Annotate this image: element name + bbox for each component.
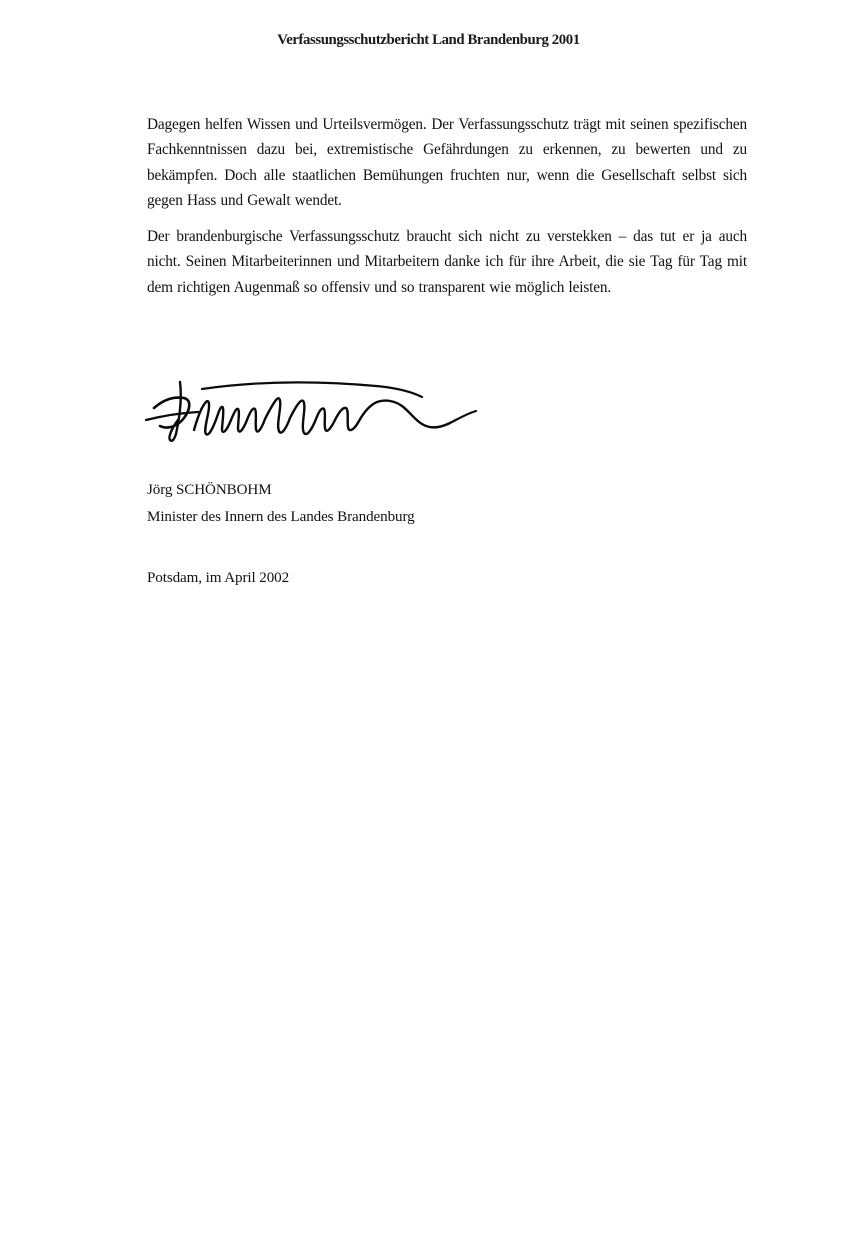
signer-title: Minister des Innern des Landes Brandenburg xyxy=(147,509,415,525)
signature-image xyxy=(140,368,560,463)
place-and-date: Potsdam, im April 2002 xyxy=(147,570,290,586)
paragraph: Dagegen helfen Wissen und Urteilsvermögen. Der Verfassungsschutz trägt mit seinen spezifischen Fachkenntnissen dazu bei, extremistische Gefährdungen zu erkennen, zu bewerten und zu bekämpfen. Doch alle staatlichen Bemühungen fruchten nur, wenn die Gesellschaft selbst sich gegen Hass und Gewalt wendet. xyxy=(147,116,747,209)
signer-name: Jörg SCHÖNBOHM xyxy=(147,482,272,498)
paragraph: Der brandenburgische Verfassungsschutz braucht sich nicht zu verstekken – das tut er ja auch nicht. Seinen Mitarbeiterinnen und Mitarbeitern danke ich für ihre Arbeit, die sie Tag für Tag mit dem richtigen Augenmaß so offensiv und so transparent wie möglich leisten. xyxy=(147,228,747,296)
body-text-block xyxy=(147,112,747,300)
handwritten-signature-icon xyxy=(140,368,560,463)
signer-block xyxy=(147,477,747,531)
page-running-head: Verfassungsschutzbericht Land Brandenburg 2001 xyxy=(277,32,580,48)
